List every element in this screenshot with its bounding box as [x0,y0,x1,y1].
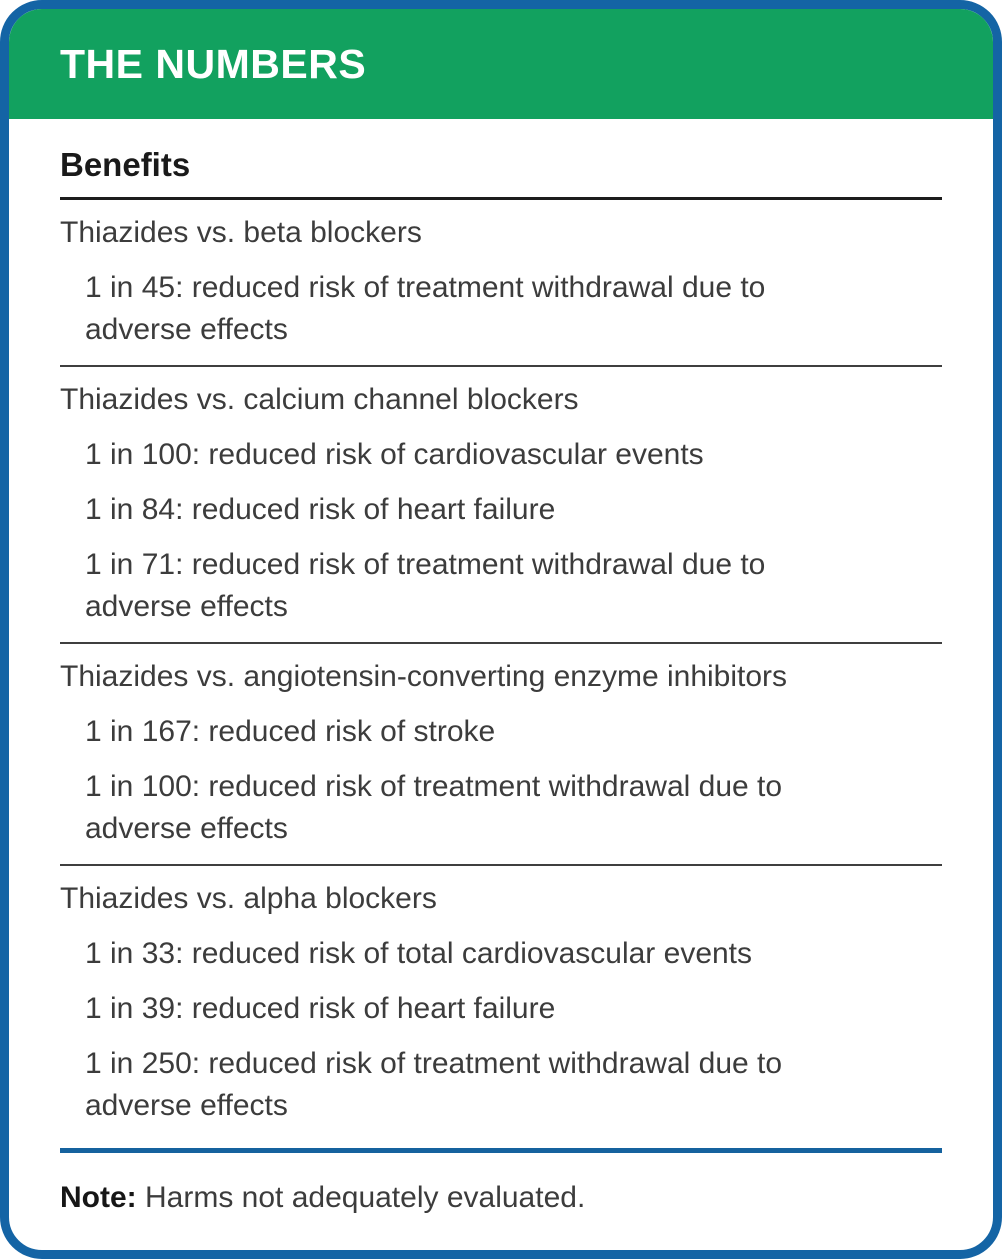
note-label: Note: [60,1181,137,1214]
benefit-section [60,644,942,866]
benefit-item: 1 in 71: reduced risk of treatment withdrawal due to adverse effects [85,548,766,623]
note-text: Harms not adequately evaluated. [145,1181,586,1214]
section-title: Thiazides vs. calcium channel blockers [60,383,579,416]
benefit-item: 1 in 45: reduced risk of treatment withdrawal due to adverse effects [85,271,766,346]
section-title: Thiazides vs. alpha blockers [60,882,437,915]
benefit-item: 1 in 100: reduced risk of treatment withdrawal due to adverse effects [85,770,783,845]
benefit-item: 1 in 100: reduced risk of cardiovascular events [85,438,704,471]
section-title: Thiazides vs. angiotensin-converting enzyme inhibitors [60,660,788,693]
section-title: Thiazides vs. beta blockers [60,216,422,249]
benefit-item: 1 in 250: reduced risk of treatment withdrawal due to adverse effects [85,1047,783,1122]
card-header [9,9,993,119]
benefit-section [60,367,942,644]
note-rule [60,1148,942,1153]
benefit-section [60,866,942,1141]
benefit-item: 1 in 84: reduced risk of heart failure [85,493,556,526]
card-title: THE NUMBERS [60,40,367,87]
note [60,1177,942,1219]
benefit-item: 1 in 33: reduced risk of total cardiovascular events [85,937,753,970]
benefit-item: 1 in 167: reduced risk of stroke [85,715,496,748]
benefit-item: 1 in 39: reduced risk of heart failure [85,992,556,1025]
card-body [9,119,993,1219]
benefits-heading: Benefits [60,146,191,183]
benefit-section [60,200,942,367]
benefits-sections [60,200,942,1141]
